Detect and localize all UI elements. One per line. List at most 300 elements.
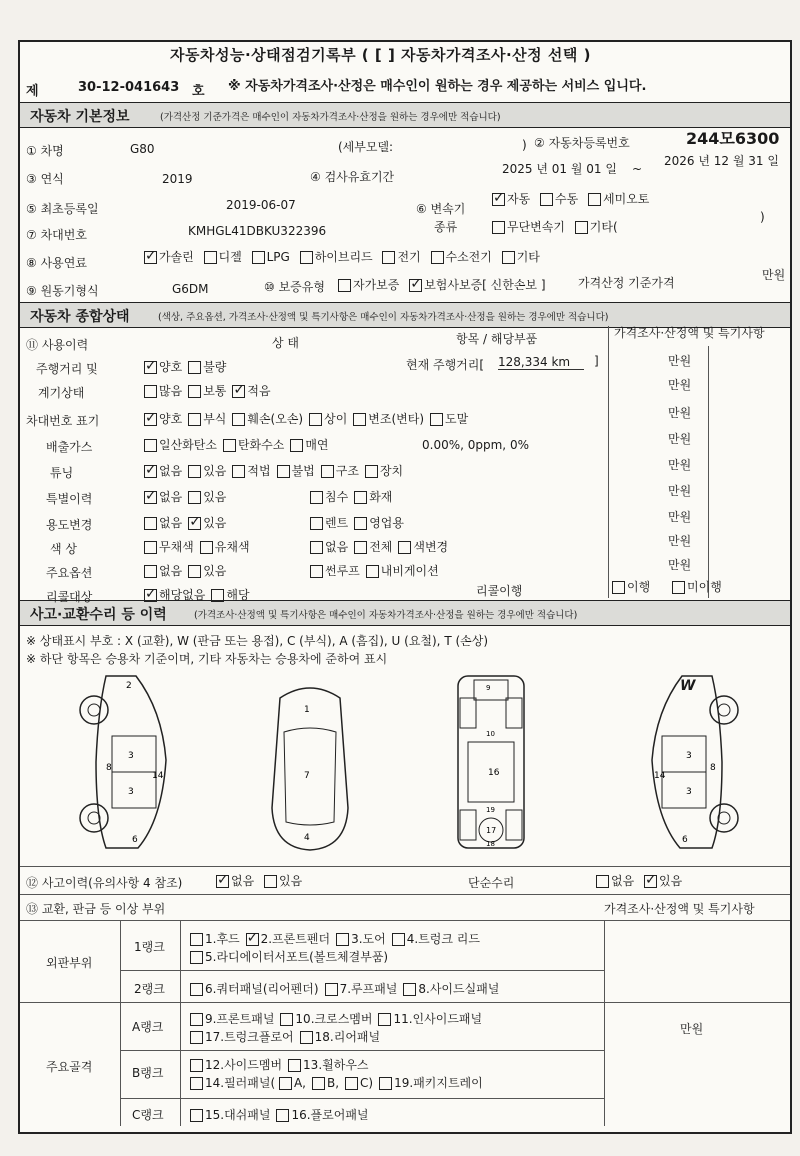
svg-text:3: 3 (128, 751, 134, 761)
svg-text:16: 16 (488, 768, 500, 778)
row7-1-option[interactable] (200, 540, 250, 554)
ex1-0-checkbox[interactable] (190, 951, 203, 964)
row4-5-option[interactable] (365, 464, 403, 478)
package-tray-0-checkbox[interactable] (379, 1077, 392, 1090)
row4-3-option[interactable] (277, 464, 315, 478)
engine: G6DM (172, 282, 209, 296)
reg-no-label: ② 자동차등록번호 (534, 136, 630, 150)
trans-opt-auto[interactable] (492, 192, 530, 206)
recall-done-checkbox[interactable] (612, 581, 625, 594)
ex2-0-checkbox[interactable] (190, 983, 203, 996)
diesel-checkbox[interactable] (204, 251, 217, 264)
fuel-lpg[interactable] (252, 250, 290, 264)
row4-0-option[interactable] (144, 464, 182, 478)
row1-2-checkbox[interactable] (232, 385, 245, 398)
ex4-0-option[interactable] (190, 1030, 294, 1044)
recall-done-label: 이행 (627, 580, 651, 594)
ex0-1-option[interactable] (246, 932, 330, 946)
row8b-1-label: 내비게이션 (380, 564, 439, 578)
overall-row-label: 차대번호 표기 (26, 414, 100, 428)
lpg-checkbox[interactable] (252, 251, 265, 264)
row4-5-checkbox[interactable] (365, 465, 378, 478)
row6b-0-checkbox[interactable] (310, 517, 323, 530)
overall-row-label: 용도변경 (46, 518, 93, 532)
ex3-0-checkbox[interactable] (190, 1013, 203, 1026)
car-left-side-diagram (66, 670, 186, 854)
row8b-1-checkbox[interactable] (366, 565, 379, 578)
row3-0-option[interactable] (144, 438, 217, 452)
overall-row-label: 튜닝 (50, 466, 74, 480)
row8-1-option[interactable] (188, 564, 226, 578)
service-notice: ※ 자동차가격조사·산정은 매수인이 원하는 경우 제공하는 서비스 입니다. (228, 79, 647, 94)
grid-h4 (120, 1098, 604, 1099)
accident-none[interactable] (216, 874, 254, 888)
ex3-0-label: 9.프론트패널 (205, 1012, 275, 1026)
price-col: 가격조사·산정액 및 특기사항 (614, 326, 765, 340)
vin: KMHGL41DBKU322396 (188, 224, 327, 238)
overall-note: (색상, 주요옵션, 가격조사·산정액 및 특기사항은 매수인이 자동차가격조사·산정을 원하는 경우에만 적습니다) (158, 312, 609, 323)
price-unit: 만원 (668, 378, 692, 392)
simple-yes-label: 있음 (659, 874, 683, 888)
recall-notdone[interactable] (672, 580, 722, 594)
row9-1-label: 해당 (226, 588, 250, 602)
simple-repair-label: 단순수리 (468, 876, 515, 890)
inspection-label: ④ 검사유효기간 (310, 170, 395, 184)
row0-1-option[interactable] (188, 360, 226, 374)
exchange-part-row (190, 1010, 488, 1027)
row4-1-checkbox[interactable] (188, 465, 201, 478)
row2-4-option[interactable] (353, 412, 424, 426)
pillar-2-checkbox[interactable] (345, 1077, 358, 1090)
row5b-0-checkbox[interactable] (310, 491, 323, 504)
grid-v2 (180, 920, 181, 1126)
row0-0-checkbox[interactable] (144, 361, 157, 374)
svg-text:1: 1 (304, 705, 310, 715)
ex0-0-label: 1.후드 (205, 932, 240, 946)
warranty-label: ⑩ 보증유형 (264, 280, 325, 294)
row8b-0-label: 썬루프 (325, 564, 360, 578)
row1-0-checkbox[interactable] (144, 385, 157, 398)
record-no-label: 제 (26, 84, 39, 99)
ex2-2-option[interactable] (403, 982, 499, 996)
row8b-0-checkbox[interactable] (310, 565, 323, 578)
legend-note: ※ 하단 항목은 승용차 기준이며, 기타 자동차는 승용차에 준하여 표시 (26, 652, 388, 666)
warranty-self[interactable] (338, 278, 399, 292)
grid-h0 (20, 920, 790, 921)
ex0-2-option[interactable] (336, 932, 386, 946)
row3-0-checkbox[interactable] (144, 439, 157, 452)
price-unit: 만원 (668, 354, 692, 368)
ex0-2-checkbox[interactable] (336, 933, 349, 946)
ex2-2-checkbox[interactable] (403, 983, 416, 996)
etc-label: 기타( (589, 220, 618, 234)
row7-1-checkbox[interactable] (200, 541, 213, 554)
row6b-1-option[interactable] (354, 516, 404, 530)
pillar-1-label: B, (327, 1076, 340, 1090)
simple-none-label: 없음 (611, 874, 635, 888)
grid-h2 (20, 1002, 790, 1003)
overall-row-options-2 (310, 538, 454, 555)
row3-1-label: 탄화수소 (237, 438, 285, 452)
ex0-2-label: 3.도어 (351, 932, 386, 946)
row2-2-label: 훼손(오손) (247, 412, 304, 426)
simple-yes-checkbox[interactable] (644, 875, 657, 888)
row8-0-label: 없음 (159, 564, 183, 578)
svg-text:8: 8 (106, 763, 112, 773)
pillar-0-option[interactable] (279, 1076, 306, 1090)
ex0-1-checkbox[interactable] (246, 933, 259, 946)
overall-row-options (144, 538, 256, 555)
emission-values: 0.00%, 0ppm, 0% (422, 438, 529, 452)
row2-2-option[interactable] (232, 412, 303, 426)
ex2-0-label: 6.쿼터패널(리어펜더) (205, 982, 319, 996)
row8b-1-option[interactable] (366, 564, 439, 578)
row7-0-checkbox[interactable] (144, 541, 157, 554)
row2-3-label: 상이 (324, 412, 348, 426)
row6b-0-label: 렌트 (325, 516, 349, 530)
fuel-hydrogen[interactable] (431, 250, 492, 264)
row6b-1-checkbox[interactable] (354, 517, 367, 530)
overall-row-label: 주행거리 및 (36, 362, 98, 376)
ex0-3-option[interactable] (392, 932, 480, 946)
row2-4-checkbox[interactable] (353, 413, 366, 426)
mileage-close: ] (594, 354, 599, 368)
record-no-suffix: 호 (192, 84, 205, 99)
outer-panel-label: 외판부위 (46, 956, 93, 970)
exchange-unit: 만원 (680, 1022, 704, 1036)
warranty-options (338, 276, 546, 293)
row0-1-label: 불량 (203, 360, 227, 374)
row7b-0-checkbox[interactable] (310, 541, 323, 554)
ex2-0-option[interactable] (190, 982, 319, 996)
row5-0-checkbox[interactable] (144, 491, 157, 504)
row8-0-option[interactable] (144, 564, 182, 578)
row4-4-checkbox[interactable] (321, 465, 334, 478)
row6-1-checkbox[interactable] (188, 517, 201, 530)
ex6-1-label: 16.플로어패널 (291, 1108, 369, 1122)
exchange-part-row (190, 1106, 375, 1123)
recall-notdone-checkbox[interactable] (672, 581, 685, 594)
engine-label: ⑨ 원동기형식 (26, 284, 99, 298)
exchange-part-row (190, 1056, 375, 1073)
row7b-0-option[interactable] (310, 540, 348, 554)
row1-1-checkbox[interactable] (188, 385, 201, 398)
ex3-1-label: 10.크로스멤버 (295, 1012, 373, 1026)
row6-1-option[interactable] (188, 516, 226, 530)
trans-opt-manual[interactable] (540, 192, 578, 206)
row0-0-label: 양호 (159, 360, 183, 374)
row6-0-checkbox[interactable] (144, 517, 157, 530)
row2-3-checkbox[interactable] (309, 413, 322, 426)
row5b-1-option[interactable] (354, 490, 392, 504)
exchange-label: ⑬ 교환, 판금 등 이상 부위 (26, 902, 166, 916)
fuel-gasoline[interactable] (144, 250, 194, 264)
svg-text:7: 7 (304, 771, 310, 781)
row5-1-option[interactable] (188, 490, 226, 504)
row2-5-option[interactable] (430, 412, 468, 426)
ex6-0-checkbox[interactable] (190, 1109, 203, 1122)
row7b-2-option[interactable] (398, 540, 448, 554)
ex1-0-option[interactable] (190, 950, 388, 964)
overall-heading: 자동차 종합상태 (30, 309, 130, 325)
pillar-1-option[interactable] (312, 1076, 339, 1090)
rankC-label: C랭크 (132, 1108, 164, 1122)
row7b-2-checkbox[interactable] (398, 541, 411, 554)
ex3-1-option[interactable] (280, 1012, 372, 1026)
rank1-label: 1랭크 (134, 940, 165, 954)
simple-repair-options (596, 872, 682, 889)
row1-1-option[interactable] (188, 384, 226, 398)
ex1-0-label: 5.라디에이터서포트(볼트체결부품) (205, 950, 389, 964)
row8-1-checkbox[interactable] (188, 565, 201, 578)
rankA-label: A랭크 (132, 1020, 164, 1034)
ex0-0-checkbox[interactable] (190, 933, 203, 946)
cvt-checkbox[interactable] (492, 221, 505, 234)
detail-model-close: ) (522, 138, 527, 152)
trans-options-1 (492, 190, 655, 207)
ex2-2-label: 8.사이드실패널 (418, 982, 500, 996)
pillar-checkbox[interactable] (190, 1077, 203, 1090)
fuel-electric[interactable] (382, 250, 420, 264)
ex6-0-option[interactable] (190, 1108, 270, 1122)
ex6-1-checkbox[interactable] (276, 1109, 289, 1122)
svg-text:2: 2 (126, 681, 132, 691)
ex3-2-checkbox[interactable] (378, 1013, 391, 1026)
row4-2-option[interactable] (232, 464, 270, 478)
pillar-0-checkbox[interactable] (279, 1077, 292, 1090)
row6b-0-option[interactable] (310, 516, 348, 530)
ex0-3-checkbox[interactable] (392, 933, 405, 946)
row6-0-option[interactable] (144, 516, 182, 530)
recall-options (612, 578, 722, 595)
row5b-1-checkbox[interactable] (354, 491, 367, 504)
row3-1-option[interactable] (223, 438, 284, 452)
simple-yes[interactable] (644, 874, 682, 888)
row2-0-option[interactable] (144, 412, 182, 426)
inspection-from: 2025 년 01 월 01 일 (502, 162, 617, 176)
row7b-1-label: 전체 (369, 540, 393, 554)
exchange-part-row (190, 930, 486, 947)
exchange-part-row (190, 1028, 386, 1045)
row2-1-option[interactable] (188, 412, 226, 426)
accident-none-label: 없음 (231, 874, 255, 888)
form-title: 자동차성능·상태점검기록부 ( [ ] 자동차가격조사·산정 선택 ) (170, 46, 591, 64)
overall-row-options (144, 436, 335, 453)
simple-none[interactable] (596, 874, 634, 888)
price-unit: 만원 (668, 558, 692, 572)
overall-row-options (144, 382, 277, 399)
overall-row-options-2 (310, 514, 410, 531)
ex2-1-option[interactable] (325, 982, 398, 996)
ex3-1-checkbox[interactable] (280, 1013, 293, 1026)
row4-3-checkbox[interactable] (277, 465, 290, 478)
ex5-1-checkbox[interactable] (288, 1059, 301, 1072)
row5b-1-label: 화재 (369, 490, 393, 504)
ex4-0-checkbox[interactable] (190, 1031, 203, 1044)
overall-divider (608, 326, 609, 598)
record-no: 30-12-041643 (78, 80, 180, 95)
electric-checkbox[interactable] (382, 251, 395, 264)
fuel-hybrid[interactable] (300, 250, 373, 264)
row2-2-checkbox[interactable] (232, 413, 245, 426)
row7b-1-checkbox[interactable] (354, 541, 367, 554)
trans-opt-cvt[interactable] (492, 220, 565, 234)
ex3-2-option[interactable] (378, 1012, 482, 1026)
row5b-0-option[interactable] (310, 490, 348, 504)
ex4-0-label: 17.트렁크플로어 (205, 1030, 294, 1044)
accident-none-checkbox[interactable] (216, 875, 229, 888)
ex4-1-label: 18.리어패널 (314, 1030, 381, 1044)
package-tray-0-option[interactable] (379, 1076, 483, 1090)
row2-1-checkbox[interactable] (188, 413, 201, 426)
ex6-0-label: 15.대쉬패널 (205, 1108, 271, 1122)
hybrid-checkbox[interactable] (300, 251, 313, 264)
semi-checkbox[interactable] (588, 193, 601, 206)
row4-0-checkbox[interactable] (144, 465, 157, 478)
accident-yes[interactable] (264, 874, 302, 888)
fuel-etc-checkbox[interactable] (502, 251, 515, 264)
etc-checkbox[interactable] (575, 221, 588, 234)
row8-0-checkbox[interactable] (144, 565, 157, 578)
row7b-1-option[interactable] (354, 540, 392, 554)
svg-text:10: 10 (486, 730, 495, 738)
warranty-self-label: 자가보증 (353, 278, 400, 292)
ex4-1-option[interactable] (300, 1030, 380, 1044)
row2-0-checkbox[interactable] (144, 413, 157, 426)
row7-0-option[interactable] (144, 540, 194, 554)
ex3-0-option[interactable] (190, 1012, 274, 1026)
exchange-price-label: 가격조사·산정액 및 특기사항 (604, 902, 755, 916)
row5-1-checkbox[interactable] (188, 491, 201, 504)
fuel-diesel[interactable] (204, 250, 242, 264)
row3-2-option[interactable] (290, 438, 328, 452)
accident-header (20, 600, 790, 626)
accident-yes-checkbox[interactable] (264, 875, 277, 888)
ex4-1-checkbox[interactable] (300, 1031, 313, 1044)
svg-text:17: 17 (486, 826, 497, 835)
row8b-0-option[interactable] (310, 564, 360, 578)
row9-1-checkbox[interactable] (211, 589, 224, 602)
basic-info-header (20, 102, 790, 128)
price-basis-unit: 만원 (762, 268, 786, 282)
inspection-to: 2026 년 12 월 31 일 (664, 154, 779, 168)
pillar-2-option[interactable] (345, 1076, 373, 1090)
overall-row-label: 주요옵션 (46, 566, 93, 580)
overall-row-options (144, 586, 256, 603)
row4-2-label: 적법 (247, 464, 271, 478)
row4-0-label: 없음 (159, 464, 183, 478)
ex6-1-option[interactable] (276, 1108, 368, 1122)
car-right-side-diagram (632, 670, 752, 854)
row2-0-label: 양호 (159, 412, 183, 426)
row5-1-label: 있음 (203, 490, 227, 504)
row9-0-checkbox[interactable] (144, 589, 157, 602)
hydrogen-label: 수소전기 (445, 250, 492, 264)
ex5-1-option[interactable] (288, 1058, 368, 1072)
legend-symbols: ※ 상태표시 부호 : X (교환), W (판금 또는 용접), C (부식), A (흠집), U (요철), T (손상) (26, 634, 489, 648)
overall-row-options (144, 514, 232, 531)
row1-2-option[interactable] (232, 384, 270, 398)
row9-1-option[interactable] (211, 588, 249, 602)
price-unit: 만원 (668, 534, 692, 548)
row0-1-checkbox[interactable] (188, 361, 201, 374)
trans-close: ) (760, 210, 765, 224)
row2-1-label: 부식 (203, 412, 227, 426)
trans-opt-etc[interactable] (575, 220, 618, 234)
manual-checkbox[interactable] (540, 193, 553, 206)
row1-0-option[interactable] (144, 384, 182, 398)
reg-no: 244모6300 (686, 129, 780, 148)
price-basis-label: 가격산정 기준가격 (578, 276, 675, 290)
accident-heading: 사고·교환수리 등 이력 (30, 607, 167, 623)
fuel-etc[interactable] (502, 250, 540, 264)
rankB-label: B랭크 (132, 1066, 164, 1080)
first-reg-label: ⑤ 최초등록일 (26, 202, 99, 216)
row4-1-option[interactable] (188, 464, 226, 478)
warranty-ins-checkbox[interactable] (409, 279, 422, 292)
price-unit: 만원 (668, 432, 692, 446)
row4-4-option[interactable] (321, 464, 359, 478)
price-unit: 만원 (668, 510, 692, 524)
mileage-value: 128,334 km (498, 355, 584, 370)
accident-note: (가격조사·산정액 및 특기사항은 매수인이 자동차가격조사·산정을 원하는 경우에만 적습니다) (194, 610, 578, 621)
accident-history-label: ⑫ 사고이력(유의사항 4 참조) (26, 876, 183, 890)
ex0-0-option[interactable] (190, 932, 240, 946)
hydrogen-checkbox[interactable] (431, 251, 444, 264)
ex5-0-label: 12.사이드멤버 (205, 1058, 283, 1072)
warranty-insurance[interactable] (409, 278, 545, 292)
auto-label: 자동 (507, 192, 531, 206)
semi-label: 세미오토 (603, 192, 650, 206)
row5-0-option[interactable] (144, 490, 182, 504)
basic-info-note: (가격산정 기준가격은 매수인이 자동차가격조사·산정을 원하는 경우에만 적습니다) (160, 112, 501, 123)
ex5-0-option[interactable] (190, 1058, 282, 1072)
first-reg: 2019-06-07 (226, 198, 296, 212)
row2-3-option[interactable] (309, 412, 347, 426)
ex5-0-checkbox[interactable] (190, 1059, 203, 1072)
svg-text:14: 14 (152, 771, 164, 781)
gasoline-checkbox[interactable] (144, 251, 157, 264)
pillar-label: 14.필러패널( (205, 1076, 276, 1090)
ex3-2-label: 11.인사이드패널 (393, 1012, 483, 1026)
row2-5-checkbox[interactable] (430, 413, 443, 426)
ex2-1-checkbox[interactable] (325, 983, 338, 996)
svg-text:18: 18 (486, 840, 495, 848)
row3-2-checkbox[interactable] (290, 439, 303, 452)
auto-checkbox[interactable] (492, 193, 505, 206)
exchange-part-row (190, 948, 394, 965)
overall-row-options (144, 488, 232, 505)
row0-0-option[interactable] (144, 360, 182, 374)
pillar-1-checkbox[interactable] (312, 1077, 325, 1090)
hybrid-label: 하이브리드 (314, 250, 373, 264)
car-name-label: ① 차명 (26, 144, 64, 158)
row5b-0-label: 침수 (325, 490, 349, 504)
electric-label: 전기 (397, 250, 421, 264)
fuel-etc-label: 기타 (516, 250, 540, 264)
warranty-self-checkbox[interactable] (338, 279, 351, 292)
accident-yes-label: 있음 (279, 874, 303, 888)
inspection-tilde: ~ (632, 162, 643, 176)
usage-col: ⑪ 사용이력 (26, 338, 89, 352)
trans-opt-semi[interactable] (588, 192, 649, 206)
row4-2-checkbox[interactable] (232, 465, 245, 478)
row3-1-checkbox[interactable] (223, 439, 236, 452)
overall-row-options-2 (310, 562, 445, 579)
simple-none-checkbox[interactable] (596, 875, 609, 888)
recall-done[interactable] (612, 580, 650, 594)
row9-0-option[interactable] (144, 588, 205, 602)
